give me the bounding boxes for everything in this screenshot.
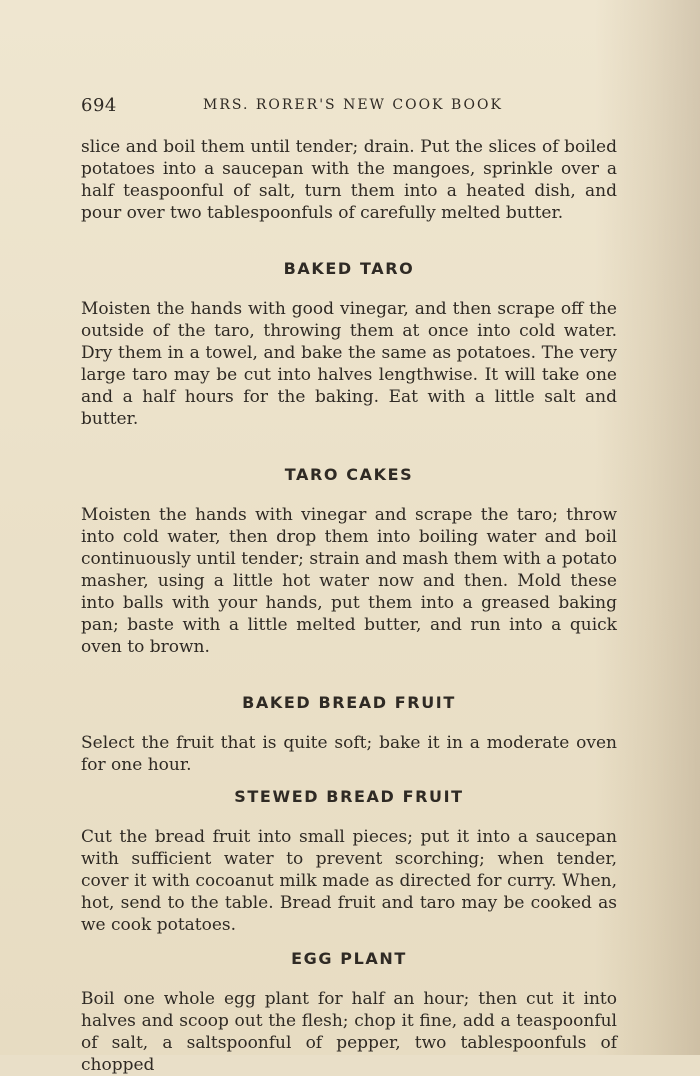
baked-bread-fruit-heading: BAKED BREAD FRUIT xyxy=(242,693,456,712)
page-content xyxy=(81,136,617,1076)
egg-plant-heading: EGG PLANT xyxy=(291,949,407,968)
taro-cakes-heading: TARO CAKES xyxy=(284,465,414,484)
running-head: MRS. RORER'S NEW COOK BOOK xyxy=(203,97,503,113)
page-number: 694 xyxy=(81,95,117,116)
baked-taro-paragraph: Moisten the hands with good vinegar, and then scrape off the outside of the taro, throwing them at once into cold water. Dry them in a towel, and bake the same as potatoes. The very large taro may be cut into halves lengthwise. It will take one and a half hours for the baking. Eat with a little salt and butter. xyxy=(81,299,617,429)
egg-plant-paragraph: Boil one whole egg plant for half an hour; then cut it into halves and scoop out the flesh; chop it fine, add a teaspoonful of salt, a saltspoonful of pepper, two tablespoonfuls of chopped xyxy=(81,989,617,1075)
page-header xyxy=(81,95,616,117)
intro-paragraph: slice and boil them until tender; drain. Put the slices of boiled potatoes into a saucepan with the mangoes, sprinkle over a half teaspoonful of salt, turn them into a heated dish, and pour over two tablespoonfuls of carefully melted butter. xyxy=(81,137,617,223)
stewed-bread-fruit-paragraph: Cut the bread fruit into small pieces; put it into a saucepan with sufficient water to prevent scorching; when tender, cover it with cocoanut milk made as directed for curry. When, hot, send to the table. Bread fruit and taro may be cooked as we cook potatoes. xyxy=(81,827,617,935)
baked-taro-heading: BAKED TARO xyxy=(283,259,415,278)
stewed-bread-fruit-heading: STEWED BREAD FRUIT xyxy=(234,787,464,806)
taro-cakes-paragraph: Moisten the hands with vinegar and scrape the taro; throw into cold water, then drop them into boiling water and boil continuously until tender; strain and mash them with a potato masher, using a little hot water now and then. Mold these into balls with your hands, put them into a greased baking pan; baste with a little melted butter, and run into a quick oven to brown. xyxy=(81,505,617,657)
baked-bread-fruit-paragraph: Select the fruit that is quite soft; bake it in a moderate oven for one hour. xyxy=(81,733,617,775)
